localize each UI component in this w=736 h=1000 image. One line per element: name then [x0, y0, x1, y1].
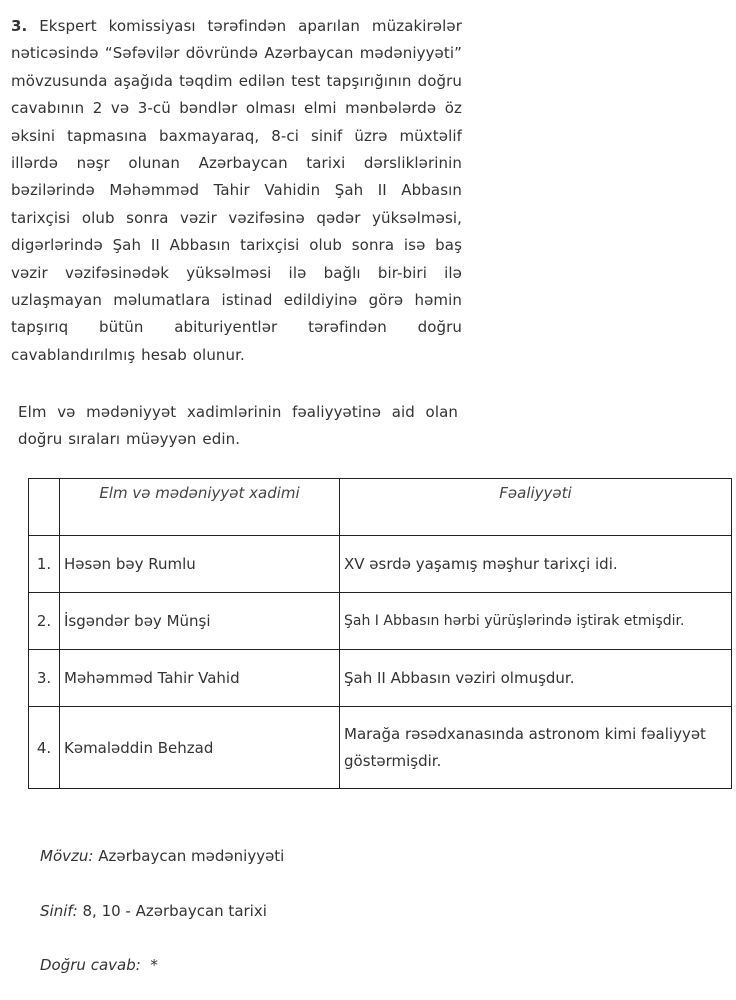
grade-label: Sinif:	[40, 902, 78, 920]
grade-value: 8, 10 - Azərbaycan tarixi	[82, 902, 267, 920]
question-intro-text: Ekspert komissiyası tərəfindən aparılan müzakirələr nəticəsində “Səfəvilər dövründə Azərbaycan mədəniyyəti” mövzusunda aşağıda təqdim edilən test tapşırığının doğru cavabının 2 və 3-cü bəndlər olması elmi mənbələrdə öz əksini tapmasına baxmayaraq, 8-ci sinif üzrə müxtəlif illərdə nəşr olunan Azərbaycan tarixi dərsliklərinin bəzilərində Məhəmməd Tahir Vahidin Şah II Abbasın tarixçisi olub sonra vəzir vəzifəsinə qədər yüksəlməsi, digərlərində Şah II Abbasın tarixçisi olub sonra isə baş vəzir vəzifəsinədək yüksəlməsi ilə bağlı bir-biri ilə uzlaşmayan məlumatlara istinad edildiyinə görə həmin tapşırıq bütün abituriyentlər tərəfindən doğru cavablandırılmış hesab olunur.	[11, 17, 462, 364]
row-person: Həsən bəy Rumlu	[60, 536, 340, 593]
header-number	[29, 479, 60, 536]
row-number: 2.	[29, 593, 60, 650]
question-prompt: Elm və mədəniyyət xadimlərinin fəaliyyətinə aid olan doğru sıraları müəyyən edin.	[18, 403, 458, 449]
row-person: İsgəndər bəy Münşi	[60, 593, 340, 650]
topic-label: Mövzu:	[40, 847, 94, 865]
answer-value: *	[150, 956, 158, 974]
row-activity: XV əsrdə yaşamış məşhur tarixçi idi.	[340, 536, 732, 593]
row-activity: Marağa rəsədxanasında astronom kimi fəaliyyət göstərmişdir.	[340, 707, 732, 789]
table-row	[29, 593, 732, 650]
header-person: Elm və mədəniyyət xadimi	[60, 479, 340, 536]
answer-line	[40, 956, 158, 974]
topic-line	[40, 847, 284, 865]
grade-line	[40, 902, 267, 920]
table-row	[29, 536, 732, 593]
table-row	[29, 650, 732, 707]
row-number: 4.	[29, 707, 60, 789]
row-activity: Şah I Abbasın hərbi yürüşlərində iştirak etmişdir.	[340, 593, 732, 650]
row-person: Məhəmməd Tahir Vahid	[60, 650, 340, 707]
answer-label: Doğru cavab:	[40, 956, 141, 974]
row-activity: Şah II Abbasın vəziri olmuşdur.	[340, 650, 732, 707]
question-intro	[11, 13, 462, 369]
header-activity: Fəaliyyəti	[340, 479, 732, 536]
answer-table	[28, 478, 732, 789]
question-number: 3.	[11, 17, 28, 35]
topic-value: Azərbaycan mədəniyyəti	[98, 847, 285, 865]
table-header-row	[29, 479, 732, 536]
table-row	[29, 707, 732, 789]
row-number: 3.	[29, 650, 60, 707]
row-number: 1.	[29, 536, 60, 593]
row-person: Kəmaləddin Behzad	[60, 707, 340, 789]
